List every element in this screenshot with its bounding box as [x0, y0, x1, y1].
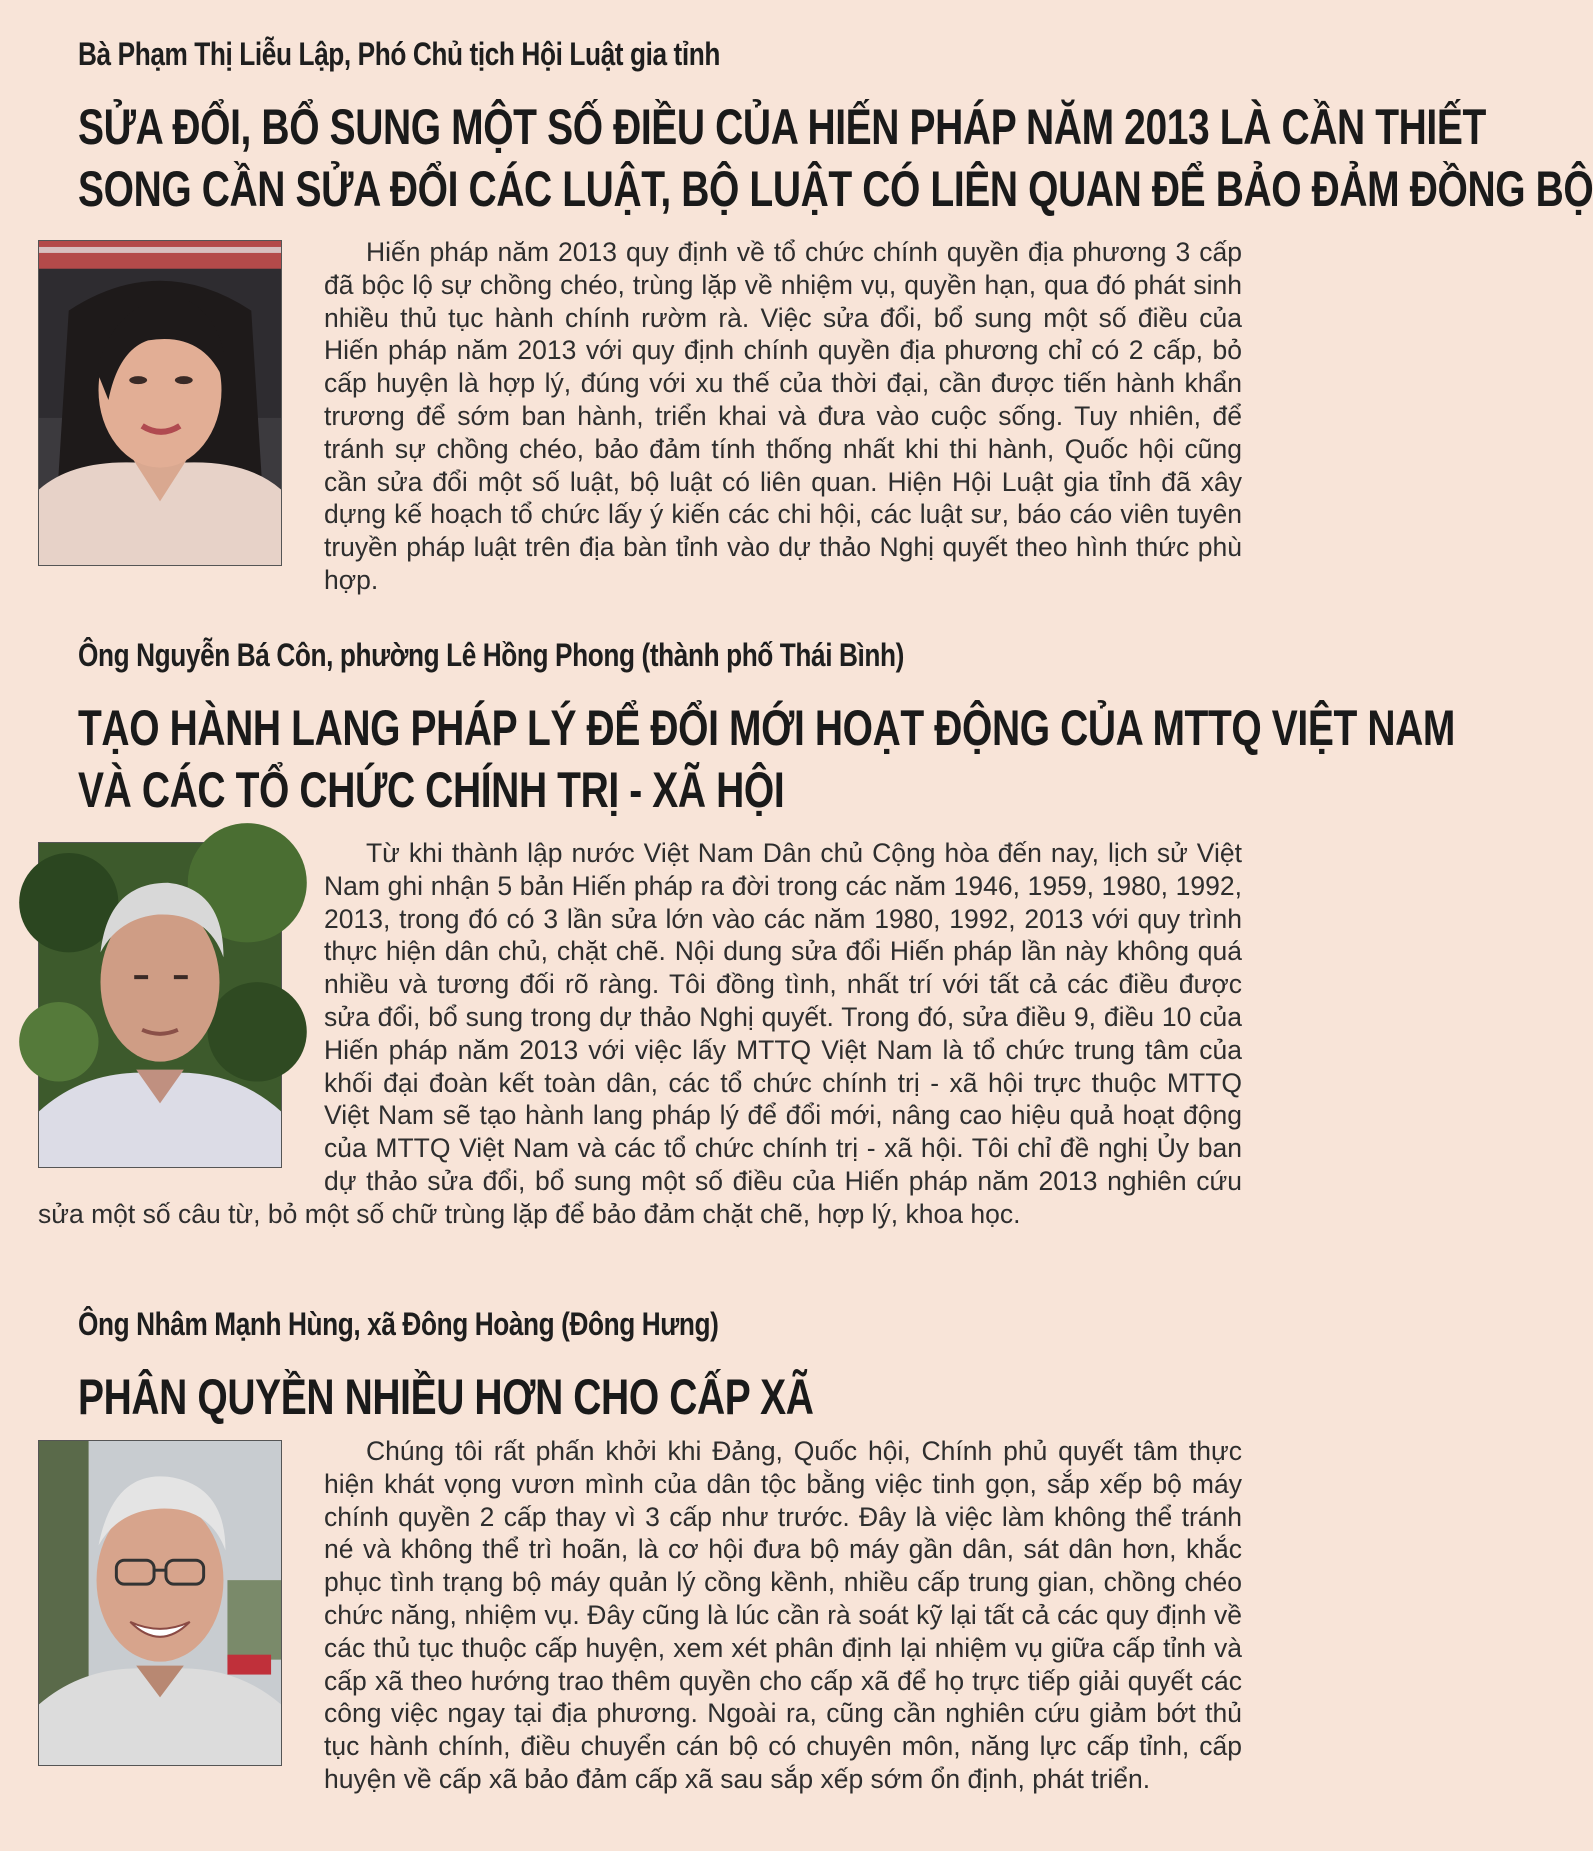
headline — [78, 1366, 814, 1428]
article-body — [38, 236, 1242, 597]
speaker-name: Ông Nguyễn Bá Côn, phường Lê Hồng Phong (thành phố Thái Bình) — [78, 637, 904, 673]
article-text: Hiến pháp năm 2013 quy định về tổ chức chính quyền địa phương 3 cấp đã bộc lộ sự chồng chéo, trùng lặp về nhiệm vụ, quyền hạn, qua đó phát sinh nhiều thủ tục hành chính rườm rà. Việc sửa đổi, bổ sung một số điều của Hiến pháp năm 2013 với quy định chính quyền địa phương chỉ có 2 cấp, bỏ cấp huyện là hợp lý, đúng với xu thế của thời đại, cần được tiến hành khẩn trương để sớm ban hành, triển khai và đưa vào cuộc sống. Tuy nhiên, để tránh sự chồng chéo, bảo đảm tính thống nhất khi thi hành, Quốc hội cũng cần sửa đổi một số luật, bộ luật có liên quan. Hiện Hội Luật gia tỉnh đã xây dựng kế hoạch tổ chức lấy ý kiến các chi hội, các luật sư, báo cáo viên tuyên truyền pháp luật trên địa bàn tỉnh vào dự thảo Nghị quyết theo hình thức phù hợp. — [324, 237, 1242, 595]
headline — [78, 697, 1455, 821]
headline-line: VÀ CÁC TỔ CHỨC CHÍNH TRỊ - XÃ HỘI — [78, 762, 785, 818]
headline-line: TẠO HÀNH LANG PHÁP LÝ ĐỂ ĐỔI MỚI HOẠT ĐỘNG CỦA MTTQ VIỆT NAM — [78, 700, 1456, 756]
article-text: Chúng tôi rất phấn khởi khi Đảng, Quốc hội, Chính phủ quyết tâm thực hiện khát vọng vươn mình của dân tộc bằng việc tinh gọn, sắp xếp bộ máy chính quyền 2 cấp thay vì 3 cấp như trước. Đây là việc làm không thể tránh né và không thể trì hoãn, là cơ hội đưa bộ máy gần dân, sát dân hơn, khắc phục tình trạng bộ máy quản lý cồng kềnh, nhiều cấp trung gian, chồng chéo chức năng, nhiệm vụ. Đây cũng là lúc cần rà soát kỹ lại tất cả các quy định về các thủ tục thuộc cấp huyện, xem xét phân định lại nhiệm vụ giữa cấp tỉnh và cấp xã theo hướng trao thêm quyền cho cấp xã để họ trực tiếp giải quyết các công việc ngay tại địa phương. Ngoài ra, cũng cần nghiên cứu giảm bớt thủ tục hành chính, điều chuyển cán bộ có chuyên môn, năng lực cấp tỉnh, cấp huyện về cấp xã bảo đảm cấp xã sau sắp xếp sớm ổn định, phát triển. — [324, 1436, 1242, 1794]
headline-line: SỬA ĐỔI, BỔ SUNG MỘT SỐ ĐIỀU CỦA HIẾN PHÁP NĂM 2013 LÀ CẦN THIẾT — [78, 99, 1486, 155]
headline-line: SONG CẦN SỬA ĐỔI CÁC LUẬT, BỘ LUẬT CÓ LIÊN QUAN ĐỂ BẢO ĐẢM ĐỒNG BỘ — [78, 161, 1593, 217]
speaker-name: Ông Nhâm Mạnh Hùng, xã Đông Hoàng (Đông Hưng) — [78, 1306, 719, 1342]
speaker-name: Bà Phạm Thị Liễu Lập, Phó Chủ tịch Hội Luật gia tỉnh — [78, 36, 720, 72]
headline — [78, 96, 1593, 220]
article-body — [38, 837, 1242, 1231]
article-body — [38, 1435, 1242, 1796]
headline-line: PHÂN QUYỀN NHIỀU HƠN CHO CẤP XÃ — [78, 1369, 814, 1425]
article-text: Từ khi thành lập nước Việt Nam Dân chủ Cộng hòa đến nay, lịch sử Việt Nam ghi nhận 5 bản Hiến pháp ra đời trong các năm 1946, 1959, 1980, 1992, 2013, trong đó có 3 lần sửa lớn vào các năm 1980, 1992, 2013 với quy trình thực hiện dân chủ, chặt chẽ. Nội dung sửa đổi Hiến pháp lần này không quá nhiều và tương đối rõ ràng. Tôi đồng tình, nhất trí với tất cả các điều được sửa đổi, bổ sung trong dự thảo Nghị quyết. Trong đó, sửa điều 9, điều 10 của Hiến pháp năm 2013 với việc lấy MTTQ Việt Nam là tổ chức trung tâm của khối đại đoàn kết toàn dân, các tổ chức chính trị - xã hội trực thuộc MTTQ Việt Nam sẽ tạo hành lang pháp lý để đổi mới, nâng cao hiệu quả hoạt động của MTTQ Việt Nam và các tổ chức chính trị - xã hội. Tôi chỉ đề nghị Ủy ban dự thảo sửa đổi, bổ sung một số điều của Hiến pháp năm 2013 nghiên cứu sửa một số câu từ, bỏ một số chữ trùng lặp để bảo đảm chặt chẽ, hợp lý, khoa học. — [38, 838, 1242, 1229]
